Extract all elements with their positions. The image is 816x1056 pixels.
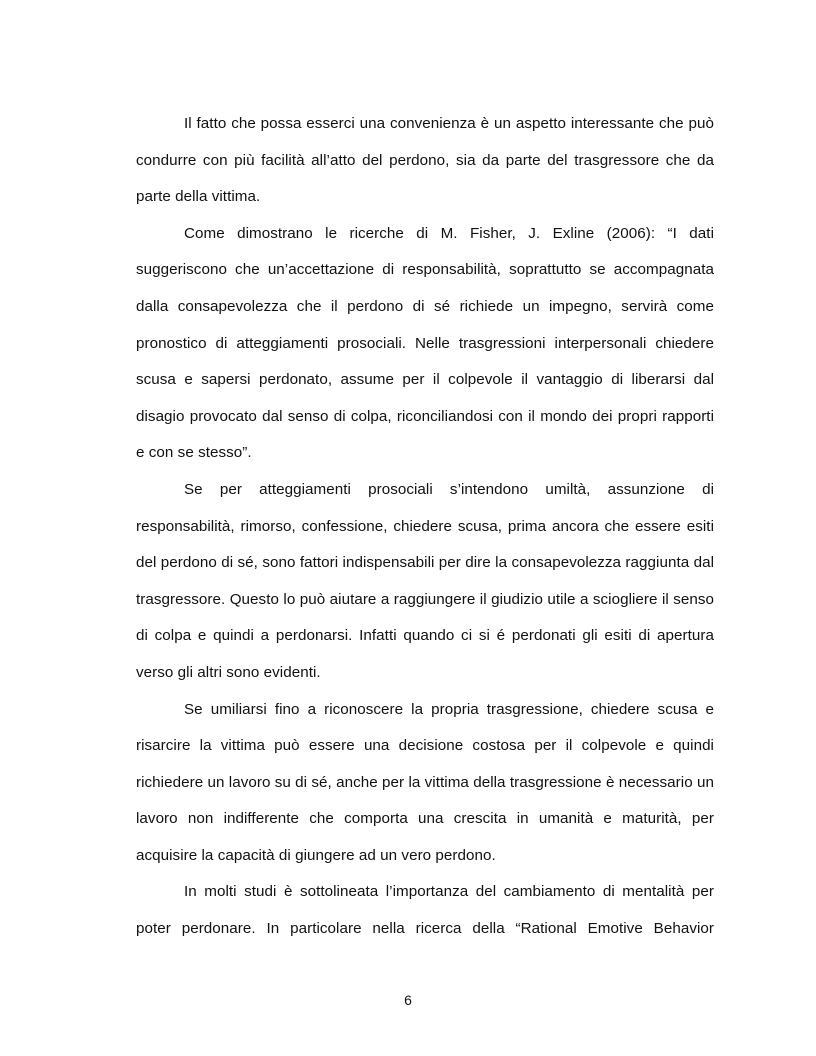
paragraph-2: Come dimostrano le ricerche di M. Fisher, J. Exline (2006): “I dati suggeriscono che un’accettazione di responsabilità, soprattutto se accompagnata dalla consapevolezza che il perdono di sé richiede un impegno, servirà come pronostico di atteggiamenti prosociali. Nelle trasgressioni interpersonali chiedere scusa e sapersi perdonato, assume per il colpevole il vantaggio di liberarsi dal disagio provocato dal senso di colpa, riconciliandosi con il mondo dei propri rapporti e con se stesso”. (136, 224, 714, 462)
page-number: 6 (404, 992, 412, 1008)
body-text (136, 106, 714, 948)
paragraph-4: Se umiliarsi fino a riconoscere la propria trasgressione, chiedere scusa e risarcire la vittima può essere una decisione costosa per il colpevole e quindi richiedere un lavoro su di sé, anche per la vittima della trasgressione è necessario un lavoro non indifferente che comporta una crescita in umanità e maturità, per acquisire la capacità di giungere ad un vero perdono. (136, 700, 714, 864)
paragraph-3: Se per atteggiamenti prosociali s’intendono umiltà, assunzione di responsabilità, rimorso, confessione, chiedere scusa, prima ancora che essere esiti del perdono di sé, sono fattori indispensabili per dire la consapevolezza raggiunta dal trasgressore. Questo lo può aiutare a raggiungere il giudizio utile a sciogliere il senso di colpa e quindi a perdonarsi. Infatti quando ci si é perdonati gli esiti di apertura verso gli altri sono evidenti. (136, 480, 714, 681)
paragraph-1: Il fatto che possa esserci una convenienza è un aspetto interessante che può condurre con più facilità all’atto del perdono, sia da parte del trasgressore che da parte della vittima. (136, 115, 714, 206)
paragraph-5: In molti studi è sottolineata l’importanza del cambiamento di mentalità per poter perdonare. In particolare nella ricerca della “Rational Emotive Behavior (136, 883, 714, 938)
